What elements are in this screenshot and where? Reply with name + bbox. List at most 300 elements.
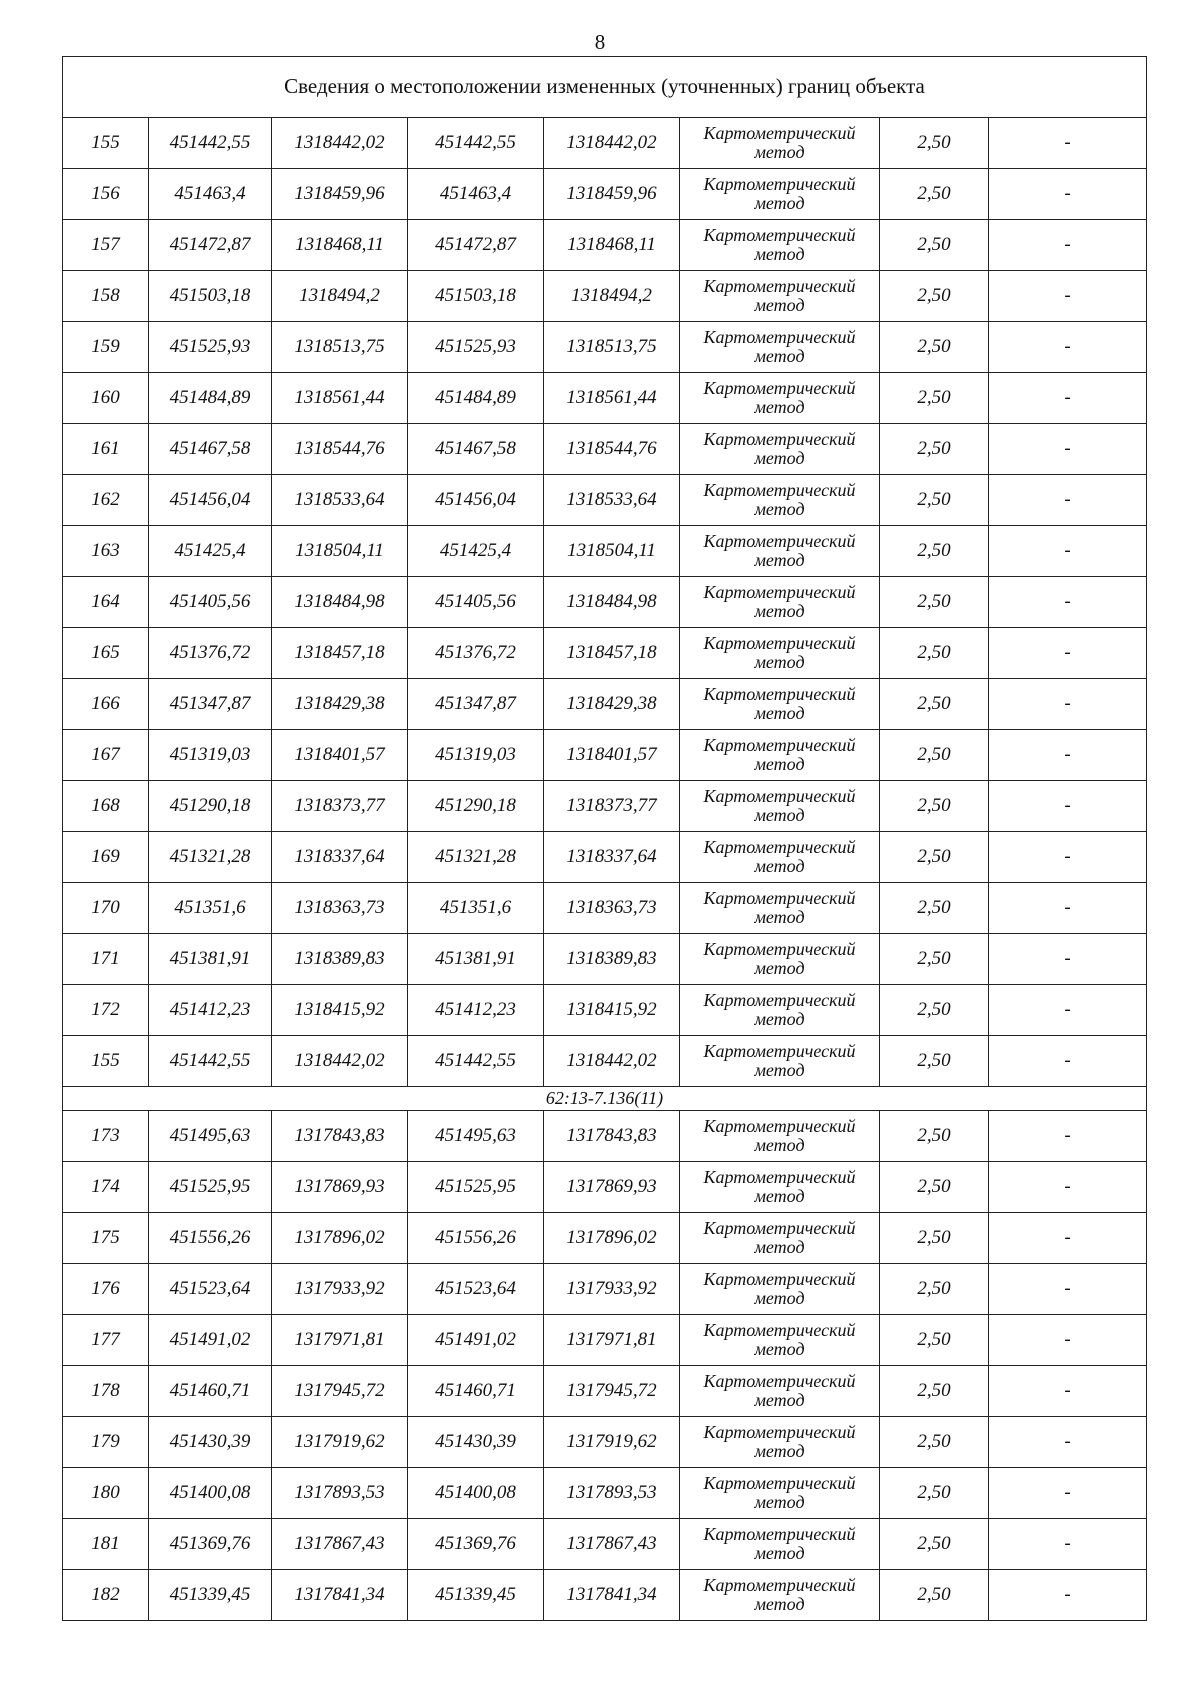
method-line1: Картометрический [703,633,856,654]
y-old-cell: 1318494,2 [272,271,408,322]
method-line2: метод [754,805,805,825]
method-cell [680,934,880,985]
coordinates-table [62,56,1147,1621]
table-row [63,985,1147,1036]
method-cell [680,1111,880,1162]
point-number-cell: 162 [63,475,149,526]
accuracy-cell: 2,50 [880,934,989,985]
x-new-cell: 451503,18 [408,271,544,322]
point-number-cell: 155 [63,118,149,169]
method-line1: Картометрический [703,1524,856,1545]
x-new-cell: 451472,87 [408,220,544,271]
point-number-cell: 168 [63,781,149,832]
y-new-cell: 1318442,02 [544,118,680,169]
description-cell: - [989,730,1147,781]
point-number-cell: 169 [63,832,149,883]
method-cell [680,1036,880,1087]
method-line1: Картометрический [703,786,856,807]
method-line2: метод [754,1339,805,1359]
y-new-cell: 1318415,92 [544,985,680,1036]
accuracy-cell: 2,50 [880,883,989,934]
x-old-cell: 451376,72 [149,628,272,679]
accuracy-cell: 2,50 [880,322,989,373]
x-new-cell: 451425,4 [408,526,544,577]
y-new-cell: 1318561,44 [544,373,680,424]
method-line2: метод [754,958,805,978]
x-old-cell: 451523,64 [149,1264,272,1315]
description-cell: - [989,934,1147,985]
section-label: 62:13-7.136(11) [63,1087,1147,1111]
table-row [63,1315,1147,1366]
x-old-cell: 451430,39 [149,1417,272,1468]
y-new-cell: 1318504,11 [544,526,680,577]
description-cell: - [989,628,1147,679]
method-line2: метод [754,1237,805,1257]
accuracy-cell: 2,50 [880,1570,989,1621]
method-cell [680,730,880,781]
description-cell: - [989,1036,1147,1087]
y-old-cell: 1318442,02 [272,1036,408,1087]
x-new-cell: 451456,04 [408,475,544,526]
table-row [63,1162,1147,1213]
x-new-cell: 451463,4 [408,169,544,220]
table-row [63,118,1147,169]
method-line1: Картометрический [703,1575,856,1596]
method-cell [680,985,880,1036]
accuracy-cell: 2,50 [880,679,989,730]
x-old-cell: 451442,55 [149,1036,272,1087]
x-new-cell: 451556,26 [408,1213,544,1264]
y-old-cell: 1318484,98 [272,577,408,628]
description-cell: - [989,1366,1147,1417]
table-row [63,577,1147,628]
y-old-cell: 1318363,73 [272,883,408,934]
method-line1: Картометрический [703,837,856,858]
y-new-cell: 1318484,98 [544,577,680,628]
x-old-cell: 451425,4 [149,526,272,577]
point-number-cell: 173 [63,1111,149,1162]
x-old-cell: 451290,18 [149,781,272,832]
method-line2: метод [754,1060,805,1080]
description-cell: - [989,169,1147,220]
y-new-cell: 1318544,76 [544,424,680,475]
table-row [63,475,1147,526]
x-new-cell: 451400,08 [408,1468,544,1519]
method-line1: Картометрический [703,225,856,246]
table-row [63,424,1147,475]
method-line1: Картометрический [703,276,856,297]
method-line2: метод [754,397,805,417]
description-cell: - [989,985,1147,1036]
method-line1: Картометрический [703,735,856,756]
y-old-cell: 1317971,81 [272,1315,408,1366]
y-new-cell: 1317919,62 [544,1417,680,1468]
x-new-cell: 451467,58 [408,424,544,475]
x-new-cell: 451321,28 [408,832,544,883]
y-old-cell: 1318337,64 [272,832,408,883]
y-old-cell: 1318459,96 [272,169,408,220]
method-line2: метод [754,703,805,723]
x-new-cell: 451347,87 [408,679,544,730]
description-cell: - [989,1417,1147,1468]
description-cell: - [989,1468,1147,1519]
method-line2: метод [754,346,805,366]
accuracy-cell: 2,50 [880,1111,989,1162]
y-old-cell: 1318373,77 [272,781,408,832]
x-new-cell: 451442,55 [408,118,544,169]
method-line2: метод [754,499,805,519]
x-old-cell: 451472,87 [149,220,272,271]
y-new-cell: 1318459,96 [544,169,680,220]
method-line1: Картометрический [703,327,856,348]
x-old-cell: 451405,56 [149,577,272,628]
accuracy-cell: 2,50 [880,985,989,1036]
method-cell [680,577,880,628]
x-new-cell: 451491,02 [408,1315,544,1366]
y-new-cell: 1317869,93 [544,1162,680,1213]
method-line2: метод [754,1135,805,1155]
method-line1: Картометрический [703,531,856,552]
method-line1: Картометрический [703,582,856,603]
description-cell: - [989,1213,1147,1264]
method-line2: метод [754,1009,805,1029]
x-old-cell: 451491,02 [149,1315,272,1366]
x-new-cell: 451442,55 [408,1036,544,1087]
accuracy-cell: 2,50 [880,169,989,220]
point-number-cell: 160 [63,373,149,424]
y-new-cell: 1318442,02 [544,1036,680,1087]
y-new-cell: 1318429,38 [544,679,680,730]
y-new-cell: 1318337,64 [544,832,680,883]
x-old-cell: 451484,89 [149,373,272,424]
accuracy-cell: 2,50 [880,1264,989,1315]
point-number-cell: 180 [63,1468,149,1519]
point-number-cell: 179 [63,1417,149,1468]
table-row [63,781,1147,832]
method-cell [680,679,880,730]
table-row [63,883,1147,934]
description-cell: - [989,1315,1147,1366]
accuracy-cell: 2,50 [880,1468,989,1519]
y-old-cell: 1317945,72 [272,1366,408,1417]
y-old-cell: 1318561,44 [272,373,408,424]
method-line1: Картометрический [703,1167,856,1188]
y-new-cell: 1318457,18 [544,628,680,679]
x-new-cell: 451339,45 [408,1570,544,1621]
point-number-cell: 161 [63,424,149,475]
method-cell [680,475,880,526]
table-row [63,1468,1147,1519]
method-cell [680,322,880,373]
section-row [63,1087,1147,1111]
x-new-cell: 451430,39 [408,1417,544,1468]
x-old-cell: 451442,55 [149,118,272,169]
accuracy-cell: 2,50 [880,373,989,424]
method-line1: Картометрический [703,939,856,960]
method-cell [680,832,880,883]
table-row [63,169,1147,220]
x-old-cell: 451321,28 [149,832,272,883]
x-new-cell: 451369,76 [408,1519,544,1570]
accuracy-cell: 2,50 [880,628,989,679]
method-line1: Картометрический [703,378,856,399]
y-new-cell: 1317971,81 [544,1315,680,1366]
method-line1: Картометрический [703,1320,856,1341]
point-number-cell: 181 [63,1519,149,1570]
x-old-cell: 451460,71 [149,1366,272,1417]
x-old-cell: 451369,76 [149,1519,272,1570]
table-row [63,1213,1147,1264]
table-row [63,220,1147,271]
description-cell: - [989,1111,1147,1162]
table-title-row [63,57,1147,118]
method-cell [680,1417,880,1468]
table-row [63,1036,1147,1087]
description-cell: - [989,679,1147,730]
x-new-cell: 451460,71 [408,1366,544,1417]
point-number-cell: 157 [63,220,149,271]
y-old-cell: 1317933,92 [272,1264,408,1315]
x-old-cell: 451351,6 [149,883,272,934]
method-cell [680,781,880,832]
accuracy-cell: 2,50 [880,1213,989,1264]
y-new-cell: 1317867,43 [544,1519,680,1570]
method-cell [680,169,880,220]
description-cell: - [989,424,1147,475]
point-number-cell: 175 [63,1213,149,1264]
y-old-cell: 1318429,38 [272,679,408,730]
method-cell [680,1519,880,1570]
description-cell: - [989,832,1147,883]
x-new-cell: 451405,56 [408,577,544,628]
table-row [63,1570,1147,1621]
y-old-cell: 1317893,53 [272,1468,408,1519]
accuracy-cell: 2,50 [880,1519,989,1570]
accuracy-cell: 2,50 [880,730,989,781]
point-number-cell: 167 [63,730,149,781]
x-old-cell: 451400,08 [149,1468,272,1519]
method-cell [680,1213,880,1264]
point-number-cell: 174 [63,1162,149,1213]
method-line1: Картометрический [703,1371,856,1392]
method-line2: метод [754,1492,805,1512]
x-new-cell: 451412,23 [408,985,544,1036]
y-old-cell: 1318415,92 [272,985,408,1036]
y-new-cell: 1318389,83 [544,934,680,985]
method-line2: метод [754,1288,805,1308]
page-number: 8 [594,30,606,54]
method-line2: метод [754,1594,805,1614]
y-old-cell: 1318533,64 [272,475,408,526]
point-number-cell: 178 [63,1366,149,1417]
x-new-cell: 451525,95 [408,1162,544,1213]
method-line1: Картометрический [703,429,856,450]
x-old-cell: 451503,18 [149,271,272,322]
y-old-cell: 1318544,76 [272,424,408,475]
y-old-cell: 1317841,34 [272,1570,408,1621]
x-new-cell: 451290,18 [408,781,544,832]
point-number-cell: 166 [63,679,149,730]
table-row [63,934,1147,985]
y-old-cell: 1318401,57 [272,730,408,781]
method-line2: метод [754,1186,805,1206]
point-number-cell: 177 [63,1315,149,1366]
x-old-cell: 451347,87 [149,679,272,730]
table-row [63,1519,1147,1570]
x-old-cell: 451456,04 [149,475,272,526]
x-new-cell: 451381,91 [408,934,544,985]
y-new-cell: 1318373,77 [544,781,680,832]
y-old-cell: 1317919,62 [272,1417,408,1468]
method-line1: Картометрический [703,684,856,705]
point-number-cell: 164 [63,577,149,628]
accuracy-cell: 2,50 [880,832,989,883]
description-cell: - [989,577,1147,628]
description-cell: - [989,271,1147,322]
y-new-cell: 1318468,11 [544,220,680,271]
method-line2: метод [754,142,805,162]
point-number-cell: 171 [63,934,149,985]
method-line1: Картометрический [703,174,856,195]
table-row [63,373,1147,424]
description-cell: - [989,1162,1147,1213]
x-new-cell: 451523,64 [408,1264,544,1315]
accuracy-cell: 2,50 [880,271,989,322]
accuracy-cell: 2,50 [880,1162,989,1213]
y-new-cell: 1318533,64 [544,475,680,526]
x-new-cell: 451319,03 [408,730,544,781]
x-old-cell: 451525,93 [149,322,272,373]
method-line1: Картометрический [703,480,856,501]
point-number-cell: 163 [63,526,149,577]
accuracy-cell: 2,50 [880,1315,989,1366]
method-line1: Картометрический [703,888,856,909]
description-cell: - [989,475,1147,526]
method-line2: метод [754,193,805,213]
point-number-cell: 159 [63,322,149,373]
y-old-cell: 1318513,75 [272,322,408,373]
table-row [63,1264,1147,1315]
description-cell: - [989,1264,1147,1315]
accuracy-cell: 2,50 [880,475,989,526]
method-cell [680,883,880,934]
description-cell: - [989,220,1147,271]
method-cell [680,271,880,322]
method-line2: метод [754,1441,805,1461]
y-old-cell: 1318504,11 [272,526,408,577]
accuracy-cell: 2,50 [880,1417,989,1468]
method-cell [680,1315,880,1366]
description-cell: - [989,373,1147,424]
point-number-cell: 155 [63,1036,149,1087]
method-line2: метод [754,856,805,876]
method-cell [680,220,880,271]
table-row [63,322,1147,373]
method-cell [680,1570,880,1621]
x-new-cell: 451376,72 [408,628,544,679]
table-row [63,1111,1147,1162]
x-new-cell: 451484,89 [408,373,544,424]
x-old-cell: 451556,26 [149,1213,272,1264]
y-old-cell: 1317896,02 [272,1213,408,1264]
point-number-cell: 182 [63,1570,149,1621]
method-cell [680,1162,880,1213]
method-line1: Картометрический [703,1116,856,1137]
method-line2: метод [754,244,805,264]
y-new-cell: 1318494,2 [544,271,680,322]
accuracy-cell: 2,50 [880,220,989,271]
point-number-cell: 172 [63,985,149,1036]
table-row [63,679,1147,730]
x-old-cell: 451495,63 [149,1111,272,1162]
method-line1: Картометрический [703,1041,856,1062]
method-cell [680,526,880,577]
point-number-cell: 165 [63,628,149,679]
x-old-cell: 451467,58 [149,424,272,475]
x-old-cell: 451319,03 [149,730,272,781]
y-old-cell: 1318442,02 [272,118,408,169]
method-line2: метод [754,1390,805,1410]
table-row [63,526,1147,577]
x-new-cell: 451495,63 [408,1111,544,1162]
table-title: Сведения о местоположении измененных (уточненных) границ объекта [63,57,1147,118]
x-new-cell: 451351,6 [408,883,544,934]
table-row [63,271,1147,322]
accuracy-cell: 2,50 [880,1036,989,1087]
accuracy-cell: 2,50 [880,118,989,169]
x-new-cell: 451525,93 [408,322,544,373]
method-line2: метод [754,1543,805,1563]
method-line2: метод [754,907,805,927]
accuracy-cell: 2,50 [880,526,989,577]
description-cell: - [989,1519,1147,1570]
accuracy-cell: 2,50 [880,424,989,475]
y-new-cell: 1318363,73 [544,883,680,934]
description-cell: - [989,781,1147,832]
point-number-cell: 156 [63,169,149,220]
y-old-cell: 1317867,43 [272,1519,408,1570]
method-line1: Картометрический [703,123,856,144]
table-row [63,1366,1147,1417]
accuracy-cell: 2,50 [880,1366,989,1417]
y-new-cell: 1318401,57 [544,730,680,781]
x-old-cell: 451339,45 [149,1570,272,1621]
table-row [63,730,1147,781]
y-new-cell: 1318513,75 [544,322,680,373]
method-line1: Картометрический [703,1218,856,1239]
y-new-cell: 1317933,92 [544,1264,680,1315]
method-line1: Картометрический [703,1473,856,1494]
method-cell [680,1264,880,1315]
method-line1: Картометрический [703,1422,856,1443]
y-old-cell: 1317843,83 [272,1111,408,1162]
method-cell [680,118,880,169]
y-new-cell: 1317893,53 [544,1468,680,1519]
y-old-cell: 1318389,83 [272,934,408,985]
method-line1: Картометрический [703,990,856,1011]
description-cell: - [989,883,1147,934]
y-new-cell: 1317843,83 [544,1111,680,1162]
method-cell [680,628,880,679]
method-line2: метод [754,295,805,315]
point-number-cell: 158 [63,271,149,322]
description-cell: - [989,322,1147,373]
table-row [63,832,1147,883]
method-cell [680,1366,880,1417]
y-old-cell: 1318468,11 [272,220,408,271]
method-cell [680,373,880,424]
method-line2: метод [754,448,805,468]
